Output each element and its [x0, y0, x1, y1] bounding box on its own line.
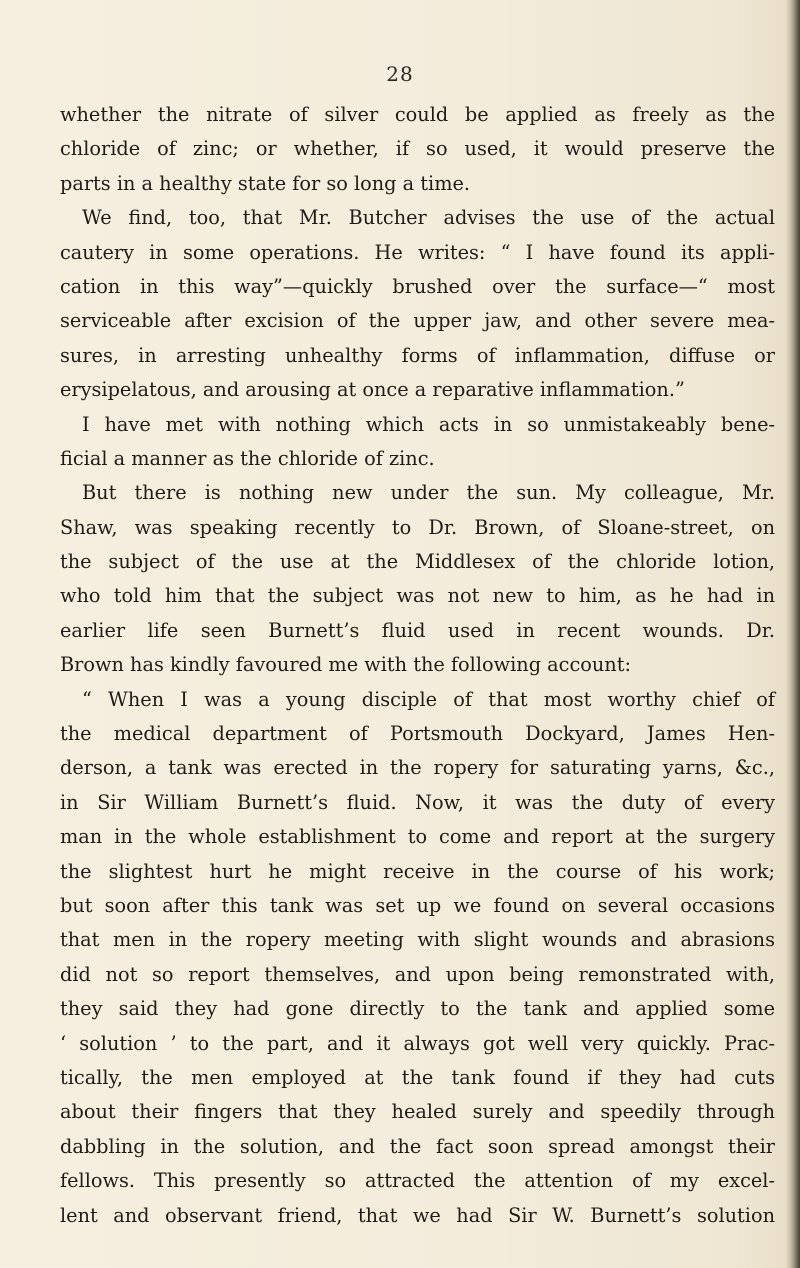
text-line: parts in a healthy state for so long a time. — [60, 171, 471, 195]
text-line: I have met with nothing which acts in so unmistakeably bene- — [82, 412, 775, 436]
text-line: that men in the ropery meeting with slight wounds and abrasions — [60, 928, 775, 952]
text-line: earlier life seen Burnett’s fluid used in recent wounds. Dr. — [60, 618, 775, 642]
text-line: Shaw, was speaking recently to Dr. Brown, of Sloane-street, on — [60, 515, 775, 539]
text-line: in Sir William Burnett’s fluid. Now, it was the duty of every — [60, 790, 775, 814]
page-number: 28 — [386, 62, 414, 86]
text-line: serviceable after excision of the upper jaw, and other severe mea- — [60, 309, 775, 333]
text-line: cation in this way”—quickly brushed over the surface—“ most — [60, 274, 775, 298]
text-line: ‘ solution ’ to the part, and it always got well very quickly. Prac- — [60, 1031, 775, 1055]
text-line: sures, in arresting unhealthy forms of inflammation, diffuse or — [60, 343, 775, 367]
text-line: lent and observant friend, that we had Sir W. Burnett’s solution — [60, 1203, 775, 1227]
text-line: the subject of the use at the Middlesex of the chloride lotion, — [60, 550, 775, 574]
page-edge-shadow — [786, 0, 800, 1268]
text-line: But there is nothing new under the sun. My colleague, Mr. — [82, 481, 775, 505]
text-line: whether the nitrate of silver could be applied as freely as the — [60, 103, 775, 126]
text-line: ficial a manner as the chloride of zinc. — [60, 446, 435, 470]
text-line: We find, too, that Mr. Butcher advises the use of the actual — [82, 206, 775, 230]
text-line: man in the whole establishment to come and report at the surgery — [60, 825, 775, 849]
text-line: who told him that the subject was not new to him, as he had in — [60, 584, 775, 608]
text-line: Brown has kindly favoured me with the following account: — [60, 653, 631, 677]
text-line: the medical department of Portsmouth Dockyard, James Hen- — [60, 722, 775, 746]
text-line: chloride of zinc; or whether, if so used, it would preserve the — [60, 137, 775, 161]
text-line: but soon after this tank was set up we found on several occasions — [60, 893, 775, 917]
text-line: the slightest hurt he might receive in the course of his work; — [60, 859, 775, 883]
text-line: dabbling in the solution, and the fact soon spread amongst their — [60, 1134, 775, 1158]
text-line: derson, a tank was erected in the ropery for saturating yarns, &c., — [60, 756, 775, 780]
text-line: did not so report themselves, and upon being remonstrated with, — [60, 962, 775, 986]
body-text — [60, 98, 775, 1233]
text-line: “ When I was a young disciple of that most worthy chief of — [82, 687, 775, 711]
text-line: about their fingers that they healed surely and speedily through — [60, 1100, 775, 1124]
text-line: fellows. This presently so attracted the attention of my excel- — [60, 1169, 775, 1193]
text-line: they said they had gone directly to the tank and applied some — [60, 997, 775, 1021]
text-line: erysipelatous, and arousing at once a reparative inflammation.” — [60, 378, 685, 402]
text-line: cautery in some operations. He writes: “ I have found its appli- — [60, 240, 775, 264]
text-line: tically, the men employed at the tank found if they had cuts — [60, 1065, 775, 1089]
